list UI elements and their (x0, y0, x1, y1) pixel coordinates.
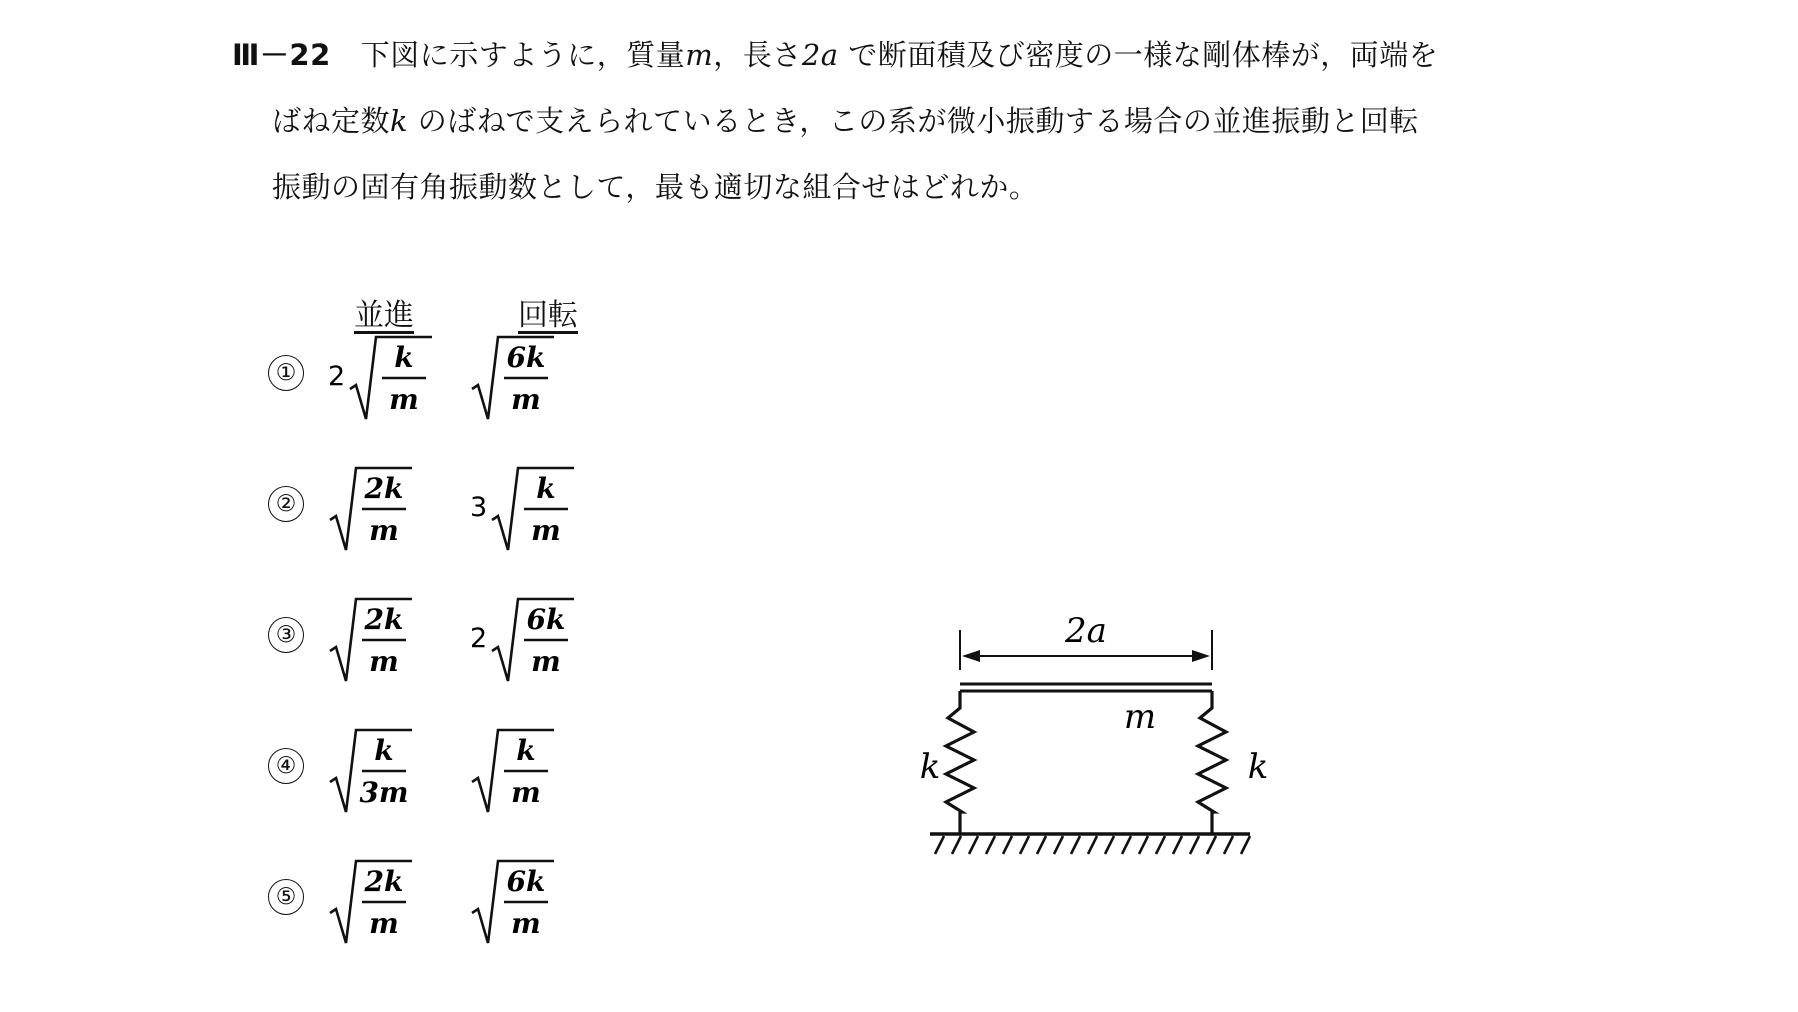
right-spring-label: k (1247, 747, 1269, 787)
right-spring (1198, 691, 1226, 834)
translation-formula (326, 458, 466, 558)
hatch-mark (1088, 836, 1097, 854)
sqrt-formula-svg (468, 589, 608, 689)
fraction-denominator: m (511, 776, 541, 809)
figure-svg (900, 608, 1280, 908)
option-number: ② (268, 486, 304, 522)
mass-label: m (1123, 697, 1157, 737)
left-spring (946, 691, 974, 834)
question-text-2a: ばね定数 (272, 104, 391, 138)
translation-formula (326, 327, 466, 427)
fraction-denominator: m (511, 383, 541, 416)
option-number: ④ (268, 748, 304, 784)
hatch-mark (1207, 836, 1216, 854)
fraction-denominator: m (531, 514, 561, 547)
hatch-mark (1241, 836, 1250, 854)
hatch-mark (935, 836, 944, 854)
fraction-denominator: m (389, 383, 419, 416)
hatch-mark (986, 836, 995, 854)
hatch-mark (952, 836, 961, 854)
question-text (232, 22, 1612, 220)
sqrt-formula-svg (326, 458, 466, 558)
option-row (268, 589, 628, 689)
option-row (268, 458, 628, 558)
hatch-mark (1054, 836, 1063, 854)
question-text-3: 振動の固有角振動数として，最も適切な組合せはどれか。 (272, 170, 1039, 204)
spring-constant-symbol: k (390, 104, 409, 138)
spring-beam-figure (900, 608, 1280, 912)
fraction-numerator: k (394, 341, 414, 374)
fraction-numerator: 2k (364, 865, 404, 898)
coefficient: 3 (470, 492, 488, 523)
sqrt-formula-svg (326, 720, 466, 820)
option-row (268, 851, 628, 951)
hatch-mark (1037, 836, 1046, 854)
hatch-mark (1020, 836, 1029, 854)
fraction-denominator: m (369, 645, 399, 678)
hatch-mark (1003, 836, 1012, 854)
fraction-numerator: k (536, 472, 556, 505)
translation-formula (326, 851, 466, 951)
sqrt-formula-svg (326, 851, 466, 951)
dimension-arrow-left (962, 650, 980, 662)
sqrt-formula-svg (326, 589, 466, 689)
hatch-mark (1071, 836, 1080, 854)
fraction-denominator: 3m (359, 776, 409, 809)
rotation-formula (468, 458, 608, 558)
translation-formula (326, 720, 466, 820)
question-number: Ⅲ－22 (232, 38, 331, 72)
option-number: ③ (268, 617, 304, 653)
question-text-2b: のばねで支えられているとき，この系が微小振動する場合の並進振動と回転 (408, 104, 1419, 138)
option-number: ⑤ (268, 879, 304, 915)
question-line-1 (232, 22, 1612, 88)
sqrt-formula-svg (468, 327, 608, 427)
sqrt-formula-svg (468, 720, 608, 820)
rotation-formula (468, 327, 608, 427)
fraction-numerator: 6k (506, 865, 546, 898)
hatch-mark (1105, 836, 1114, 854)
fraction-numerator: 6k (506, 341, 546, 374)
fraction-numerator: 2k (364, 603, 404, 636)
hatch-mark (1173, 836, 1182, 854)
ground-hatching (935, 836, 1250, 854)
fraction-denominator: m (511, 907, 541, 940)
rotation-formula (468, 720, 608, 820)
question-text-1a: 下図に示すように，質量 (360, 38, 686, 72)
header-translation: 並進 (354, 298, 414, 333)
dimension-arrow-right (1192, 650, 1210, 662)
coefficient: 2 (328, 361, 346, 392)
sqrt-formula-svg (468, 458, 608, 558)
fraction-numerator: 2k (364, 472, 404, 505)
rotation-formula (468, 851, 608, 951)
question-line-2 (232, 88, 1612, 154)
question-line-3 (232, 154, 1612, 220)
left-spring-label: k (919, 747, 941, 787)
fraction-numerator: 6k (526, 603, 566, 636)
hatch-mark (1224, 836, 1233, 854)
fraction-denominator: m (369, 514, 399, 547)
fraction-denominator: m (369, 907, 399, 940)
hatch-mark (969, 836, 978, 854)
sqrt-formula-svg (468, 851, 608, 951)
mass-symbol: m (685, 38, 714, 72)
length-label: 2a (1065, 611, 1107, 651)
question-text-1c: で断面積及び密度の一様な剛体棒が，両端を (838, 38, 1439, 72)
coefficient: 2 (470, 623, 488, 654)
option-row (268, 327, 628, 427)
option-row (268, 720, 628, 820)
fraction-numerator: k (516, 734, 536, 767)
header-rotation: 回転 (518, 298, 578, 333)
sqrt-formula-svg (326, 327, 466, 427)
rotation-formula (468, 589, 608, 689)
length-symbol: 2a (801, 38, 839, 72)
hatch-mark (1139, 836, 1148, 854)
hatch-mark (1156, 836, 1165, 854)
hatch-mark (1190, 836, 1199, 854)
option-number: ① (268, 355, 304, 391)
question-text-1b: ，長さ (713, 38, 802, 72)
hatch-mark (1122, 836, 1131, 854)
fraction-numerator: k (374, 734, 394, 767)
fraction-denominator: m (531, 645, 561, 678)
translation-formula (326, 589, 466, 689)
